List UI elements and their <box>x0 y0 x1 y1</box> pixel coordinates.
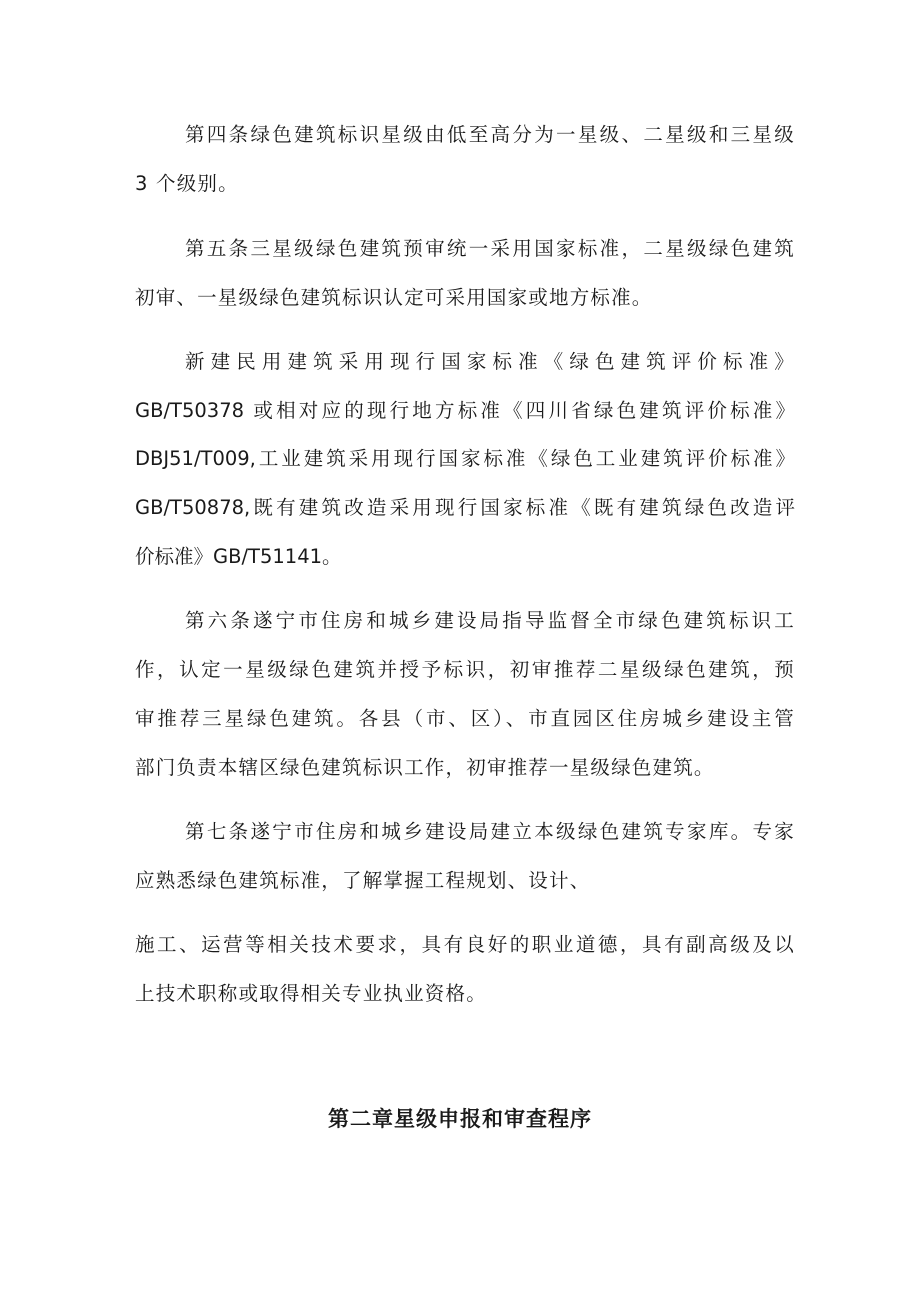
article-4-line-2: 3 个级别。 <box>135 172 239 195</box>
article-6-line-1: 第六条遂宁市住房和城乡建设局指导监督全市绿色建筑标识工 <box>185 609 795 632</box>
article-6-line-4: 部门负责本辖区绿色建筑标识工作，初审推荐一星级绿色建筑。 <box>135 756 715 779</box>
standards-line-3: DBJ51/T009,工业建筑采用现行国家标准《绿色工业建筑评价标准》 <box>135 447 795 470</box>
standards-line-1: 新建民用建筑采用现行国家标准《绿色建筑评价标准》 <box>185 350 795 373</box>
continuation-line-2: 上技术职称或取得相关专业执业资格。 <box>135 982 487 1005</box>
chapter-heading: 第二章星级申报和审查程序 <box>328 1107 592 1131</box>
article-7-line-2: 应熟悉绿色建筑标准，了解掌握工程规划、设计、 <box>135 869 591 892</box>
article-6-line-3: 审推荐三星绿色建筑。各县（市、区）、市直园区住房城乡建设主管 <box>135 707 795 730</box>
article-4-line-1: 第四条绿色建筑标识星级由低至高分为一星级、二星级和三星级 <box>185 123 795 146</box>
article-5-line-1: 第五条三星级绿色建筑预审统一采用国家标准，二星级绿色建筑 <box>185 237 795 260</box>
standards-line-5: 价标准》GB/T51141。 <box>135 545 342 568</box>
article-7-line-1: 第七条遂宁市住房和城乡建设局建立本级绿色建筑专家库。专家 <box>185 820 795 843</box>
continuation-line-1: 施工、运营等相关技术要求，具有良好的职业道德，具有副高级及以 <box>135 933 795 956</box>
article-5-line-2: 初审、一星级绿色建筑标识认定可采用国家或地方标准。 <box>135 286 653 309</box>
article-6-line-2: 作，认定一星级绿色建筑并授予标识，初审推荐二星级绿色建筑，预 <box>135 658 795 681</box>
standards-line-4: GB/T50878,既有建筑改造采用现行国家标准《既有建筑绿色改造评 <box>135 496 795 519</box>
standards-line-2: GB/T50378 或相对应的现行地方标准《四川省绿色建筑评价标准》 <box>135 399 795 422</box>
